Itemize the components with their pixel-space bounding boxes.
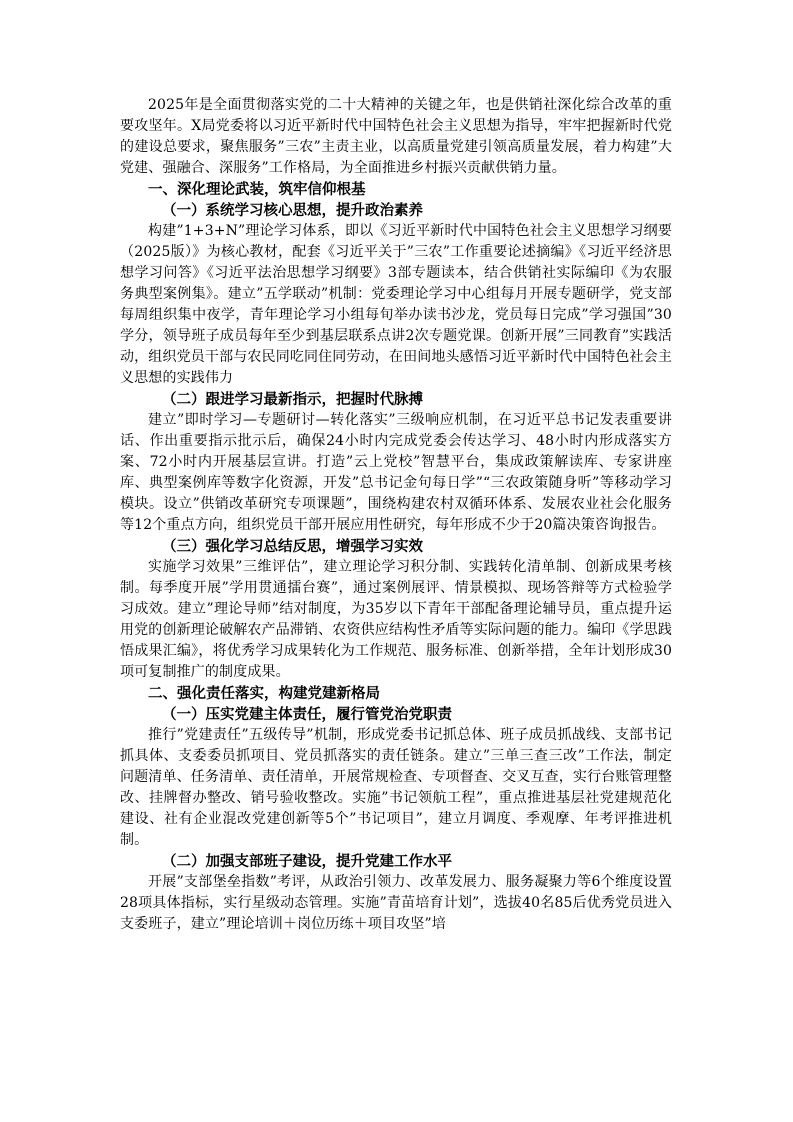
section1-sub2-heading: （二）跟进学习最新指示，把握时代脉搏	[162, 391, 423, 408]
section1-heading: 一、深化理论武装，筑牢信仰根基	[148, 181, 366, 198]
intro-paragraph: 2025年是全面贯彻落实党的二十大精神的关键之年，也是供销社深化综合改革的重要攻坚年。X局党委将以习近平新时代中国特色社会主义思想为指导，牢牢把握新时代党的建设总要求，聚焦服务”三农”主责主业，以高质量党建引领高质量发展，着力构建”大党建、强融合、深服务”工作格局，为全面推进乡村振兴贡献供销力量。	[120, 97, 672, 176]
section2-heading: 二、强化责任落实，构建党建新格局	[148, 685, 380, 702]
section1-sub1-heading: （一）系统学习核心思想，提升政治素养	[162, 202, 423, 219]
document-page	[120, 95, 672, 935]
section2-sub2-paragraph: 开展”支部堡垒指数”考评，从政治引领力、改革发展力、服务凝聚力等6个维度设置28项具体指标，实行星级动态管理。实施”青苗培育计划”，选拔40名85后优秀党员进入支委班子，建立”理论培训＋岗位历练＋项目攻坚”培	[120, 874, 672, 932]
section1-sub2-paragraph: 建立”即时学习—专题研讨—转化落实”三级响应机制，在习近平总书记发表重要讲话、作出重要指示批示后，确保24小时内完成党委会传达学习、48小时内形成落实方案、72小时内开展基层宣讲。打造”云上党校”智慧平台，集成政策解读库、专家讲座库、典型案例库等数字化资源，开发”总书记金句每日学”“三农政策随身听”等移动学习模块。设立”供销改革研究专项课题”，围绕构建农村双循环体系、发展农业社会化服务等12个重点方向，组织党员干部开展应用性研究，每年形成不少于20篇决策咨询报告。	[120, 412, 672, 533]
section2-sub2-heading: （二）加强支部班子建设，提升党建工作水平	[162, 853, 452, 870]
section1-sub3-heading: （三）强化学习总结反思，增强学习实效	[162, 538, 423, 555]
section2-sub1-paragraph: 推行”党建责任”五级传导”机制，形成党委书记抓总体、班子成员抓战线、支部书记抓具体、支委委员抓项目、党员抓落实的责任链条。建立”三单三查三改”工作法，制定问题清单、任务清单、责任清单，开展常规检查、专项督查、交叉互查，实行台账管理整改、挂牌督办整改、销号验收整改。实施”书记领航工程”，重点推进基层社党建规范化建设、社有企业混改党建创新等5个”书记项目”，建立月调度、季观摩、年考评推进机制。	[120, 727, 672, 848]
section1-sub1-paragraph: 构建”1+3+N”理论学习体系，即以《习近平新时代中国特色社会主义思想学习纲要（2025版）》为核心教材，配套《习近平关于”三农”工作重要论述摘编》《习近平经济思想学习问答》《习近平法治思想学习纲要》3部专题读本，结合供销社实际编印《为农服务典型案例集》。建立”五学联动”机制：党委理论学习中心组每月开展专题研学，党支部每周组织集中夜学，青年理论学习小组每旬举办读书沙龙，党员每日完成”学习强国”30学分，领导班子成员每年至少到基层联系点讲2次专题党课。创新开展”三同教育”实践活动，组织党员干部与农民同吃同住同劳动，在田间地头感悟习近平新时代中国特色社会主义思想的实践伟力	[120, 223, 672, 386]
section1-sub3-paragraph: 实施学习效果”三维评估”，建立理论学习积分制、实践转化清单制、创新成果考核制。每季度开展”学用贯通擂台赛”，通过案例展评、情景模拟、现场答辩等方式检验学习成效。建立”理论导师”结对制度，为35岁以下青年干部配备理论辅导员，重点提升运用党的创新理论破解农产品滞销、农资供应结构性矛盾等实际问题的能力。编印《学思践悟成果汇编》，将优秀学习成果转化为工作规范、服务标准、创新举措，全年计划形成30项可复制推广的制度成果。	[120, 559, 672, 680]
section2-sub1-heading: （一）压实党建主体责任，履行管党治党职责	[162, 706, 452, 723]
